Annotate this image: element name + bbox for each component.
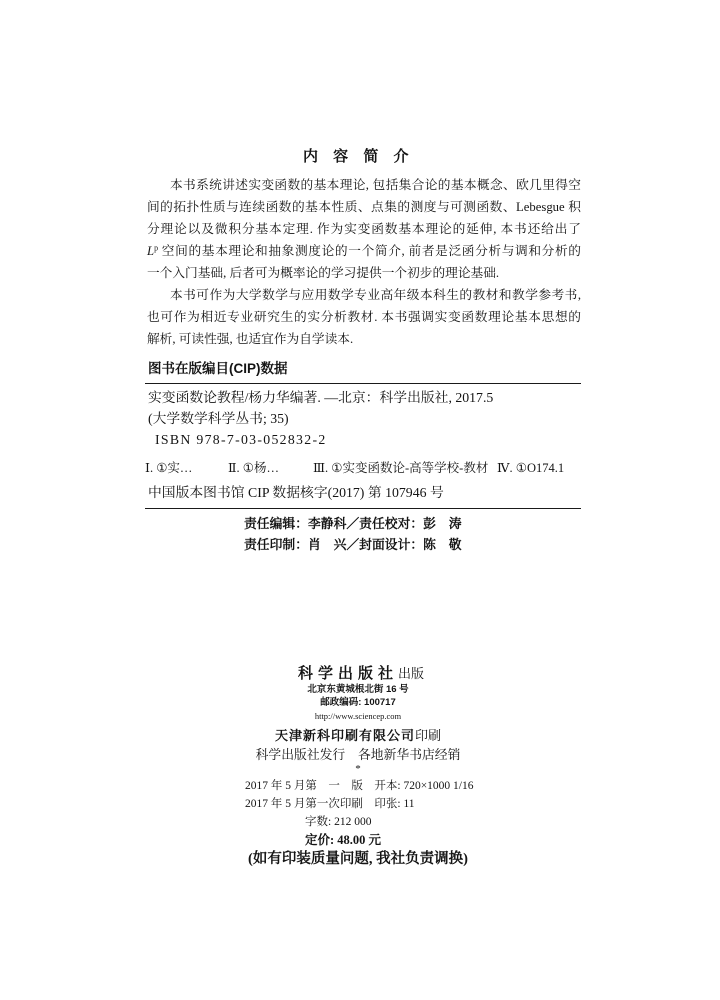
lp-exponent: p bbox=[154, 243, 158, 253]
printer-line bbox=[158, 727, 558, 745]
printer-name: 天津新科印刷有限公司 bbox=[274, 728, 415, 743]
distribution-line: 科学出版社发行 各地新华书店经销 bbox=[255, 748, 461, 762]
quality-notice: (如有印装质量问题, 我社负责调换) bbox=[248, 851, 468, 867]
publisher-postcode: 邮政编码: 100717 bbox=[320, 697, 396, 708]
intro-heading: 内 容 简 介 bbox=[303, 148, 415, 165]
divider bbox=[145, 383, 581, 384]
intro-line-text: 空间的基本理论和抽象测度论的一个简介, 前者是泛函分析与调和分析的 bbox=[158, 244, 581, 258]
cip-classification-item: Ⅳ. ①O174.1 bbox=[497, 461, 565, 475]
divider bbox=[145, 508, 581, 509]
lp-symbol: L bbox=[147, 244, 155, 258]
publisher-website: http://www.sciencep.com bbox=[314, 711, 402, 721]
cip-record-number: 中国版本图书馆 CIP 数据核字(2017) 第 107946 号 bbox=[148, 485, 444, 500]
cip-classification-item: Ⅲ. ①实变函数论-高等学校-教材 bbox=[313, 461, 489, 475]
separator-star: * bbox=[355, 763, 361, 775]
production-credits: 责任印制：肖 兴／封面设计：陈 敬 bbox=[244, 537, 462, 552]
publisher-address: 北京东黄城根北街 16 号 bbox=[307, 684, 409, 695]
intro-line: 本书系统讲述实变函数的基本理论, 包括集合论的基本概念、欧几里得空 bbox=[170, 178, 581, 192]
cip-classification-item: Ⅰ. ①实… bbox=[145, 461, 193, 475]
intro-line bbox=[147, 240, 581, 262]
publisher-line bbox=[298, 662, 424, 685]
cip-classification-item: Ⅱ. ①杨… bbox=[228, 461, 279, 475]
editor-credits: 责任编辑：李静科／责任校对：彭 涛 bbox=[244, 516, 462, 531]
cip-series: (大学数学科学丛书; 35) bbox=[148, 411, 289, 426]
intro-line: 一个入门基础, 后者可为概率论的学习提供一个初步的理论基础. bbox=[147, 266, 500, 280]
intro-line: 也可作为相近专业研究生的实分析教材. 本书强调实变函数理论基本思想的 bbox=[147, 310, 581, 324]
printer-suffix: 印刷 bbox=[415, 728, 442, 743]
edition-line: 2017 年 5 月第 一 版 开本: 720×1000 1/16 bbox=[245, 780, 474, 792]
intro-body bbox=[147, 174, 581, 350]
cip-heading: 图书在版编目(CIP)数据 bbox=[148, 361, 288, 376]
publisher-suffix: 出版 bbox=[398, 666, 425, 681]
intro-line: 分理论以及微积分基本定理. 作为实变函数基本理论的延伸, 本书还给出了 bbox=[147, 222, 581, 236]
price: 定价: 48.00 元 bbox=[305, 833, 382, 847]
cip-title-line: 实变函数论教程/杨力华编著. —北京：科学出版社, 2017.5 bbox=[148, 390, 494, 405]
cip-isbn: ISBN 978-7-03-052832-2 bbox=[155, 432, 327, 447]
printing-line: 2017 年 5 月第一次印刷 印张: 11 bbox=[245, 798, 415, 810]
intro-line: 间的拓扑性质与连续函数的基本性质、点集的测度与可测函数、Lebesgue 积 bbox=[147, 200, 581, 214]
intro-line: 解析, 可读性强, 也适宜作为自学读本. bbox=[147, 332, 354, 346]
word-count: 字数: 212 000 bbox=[305, 816, 372, 828]
publisher-logo: 科学出版社 bbox=[298, 664, 399, 682]
intro-line: 本书可作为大学数学与应用数学专业高年级本科生的教材和教学参考书, bbox=[170, 288, 581, 302]
